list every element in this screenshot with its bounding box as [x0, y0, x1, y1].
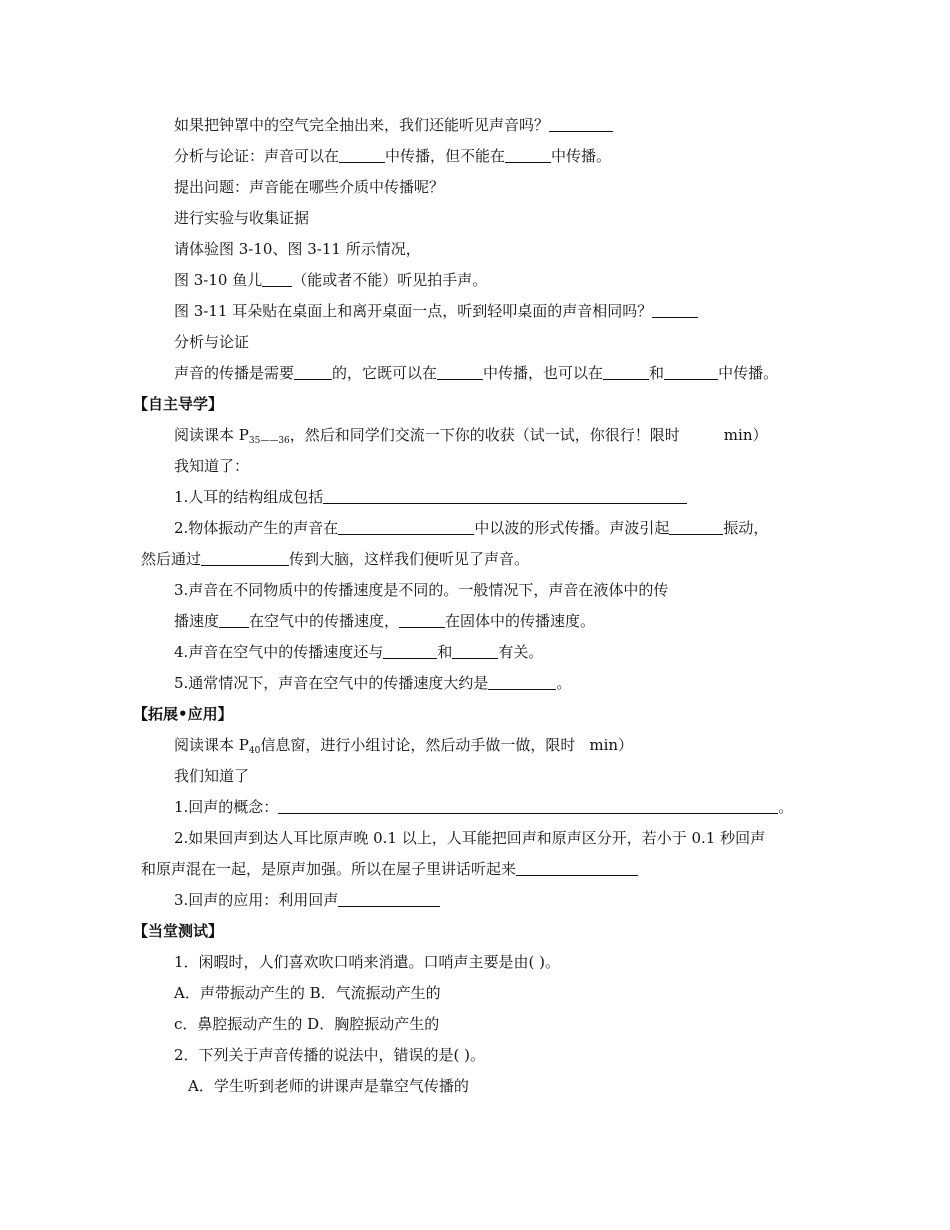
- extend-q2-cont: 和原声混在一起，是原声加强。所以在屋子里讲话听起来: [141, 859, 638, 879]
- test-q1-options-cd: c．鼻腔振动产生的 D．胸腔振动产生的: [174, 1015, 440, 1033]
- figure-3-11-line: 图 3-11 耳朵贴在桌面上和离开桌面一点，听到轻叩桌面的声音相同吗？: [174, 301, 698, 321]
- self-study-reading: 阅读课本 $P_{35——36}$，然后和同学们交流一下你的收获（试一试，你很行！限时 min）: [174, 426, 768, 446]
- self-study-q3-cont: 播速度 在空气中的传播速度， 在固体中的传播速度。: [174, 612, 596, 630]
- figure-3-10-line: 图 3-10 鱼儿 （能或者不能）听见拍手声。: [174, 271, 488, 289]
- self-study-q4: 4.声音在空气中的传播速度还与 和 有关。: [174, 643, 544, 661]
- bell-jar-question: 如果把钟罩中的空气完全抽出来，我们还能听见声音吗？: [174, 115, 613, 135]
- conclusion-line: 声音的传播是需要 的，它既可以在 中传播，也可以在 和 中传播。: [174, 364, 779, 382]
- self-study-q3: 3.声音在不同物质中的传播速度是不同的。一般情况下，声音在液体中的传: [174, 581, 669, 599]
- answer-blank[interactable]: [669, 520, 723, 535]
- answer-blank[interactable]: [664, 365, 718, 380]
- answer-blank[interactable]: [488, 675, 556, 690]
- extend-q3: 3.回声的应用：利用回声: [174, 890, 440, 910]
- self-study-q2-cont: 然后通过 传到大脑，这样我们便听见了声音。: [141, 550, 530, 568]
- answer-blank[interactable]: [452, 644, 498, 659]
- figure-intro-line: 请体验图 3-10、图 3-11 所示情况，: [174, 240, 421, 258]
- test-q2: 2．下列关于声音传播的说法中，错误的是( )。: [174, 1046, 486, 1064]
- self-study-q2: 2.物体振动产生的声音在 中以波的形式传播。声波引起 振动，: [174, 519, 769, 537]
- answer-blank[interactable]: [437, 365, 483, 380]
- test-q2-option-a: A．学生听到老师的讲课声是靠空气传播的: [188, 1077, 469, 1095]
- answer-blank[interactable]: [338, 892, 440, 907]
- answer-blank[interactable]: [399, 613, 445, 628]
- experiment-line: 进行实验与收集证据: [174, 209, 310, 227]
- answer-blank[interactable]: [652, 303, 698, 318]
- answer-blank[interactable]: [201, 551, 289, 566]
- answer-blank[interactable]: [383, 644, 437, 659]
- section-heading-self-study: 【自主导学】: [133, 395, 224, 413]
- extend-q1: 1.回声的概念： 。: [174, 798, 794, 816]
- extend-know: 我们知道了: [174, 767, 250, 785]
- extend-q2: 2.如果回声到达人耳比原声晚 0.1 以上，人耳能把回声和原声区分开，若小于 0.1 秒回声: [174, 829, 766, 847]
- answer-blank[interactable]: [294, 365, 332, 380]
- answer-blank[interactable]: [219, 613, 249, 628]
- self-study-know: 我知道了：: [174, 457, 250, 475]
- analysis-line: 分析与论证：声音可以在 中传播，但不能在 中传播。: [174, 147, 612, 165]
- answer-blank[interactable]: [278, 799, 778, 814]
- extend-reading: 阅读课本 $P_{40}$信息窗，进行小组讨论，然后动手做一做，限时 min）: [174, 736, 634, 756]
- test-q1: 1．闲暇时，人们喜欢吹口哨来消遣。口哨声主要是由( )。: [174, 953, 561, 971]
- answer-blank[interactable]: [323, 489, 687, 504]
- question-line: 提出问题：声音能在哪些介质中传播呢？: [174, 178, 445, 196]
- answer-blank[interactable]: [338, 520, 474, 535]
- answer-blank[interactable]: [516, 861, 638, 876]
- self-study-q5: 5.通常情况下，声音在空气中的传播速度大约是 。: [174, 674, 572, 692]
- section-heading-extend: 【拓展•应用】: [133, 705, 233, 723]
- answer-blank[interactable]: [603, 365, 649, 380]
- answer-blank[interactable]: [339, 148, 385, 163]
- answer-blank[interactable]: [505, 148, 551, 163]
- answer-blank[interactable]: [262, 272, 292, 287]
- section-heading-test: 【当堂测试】: [133, 922, 224, 940]
- self-study-q1: 1.人耳的结构组成包括: [174, 487, 687, 507]
- test-q1-options-ab: A．声带振动产生的 B．气流振动产生的: [174, 984, 441, 1002]
- answer-blank[interactable]: [549, 117, 613, 132]
- analysis-heading: 分析与论证: [174, 333, 250, 351]
